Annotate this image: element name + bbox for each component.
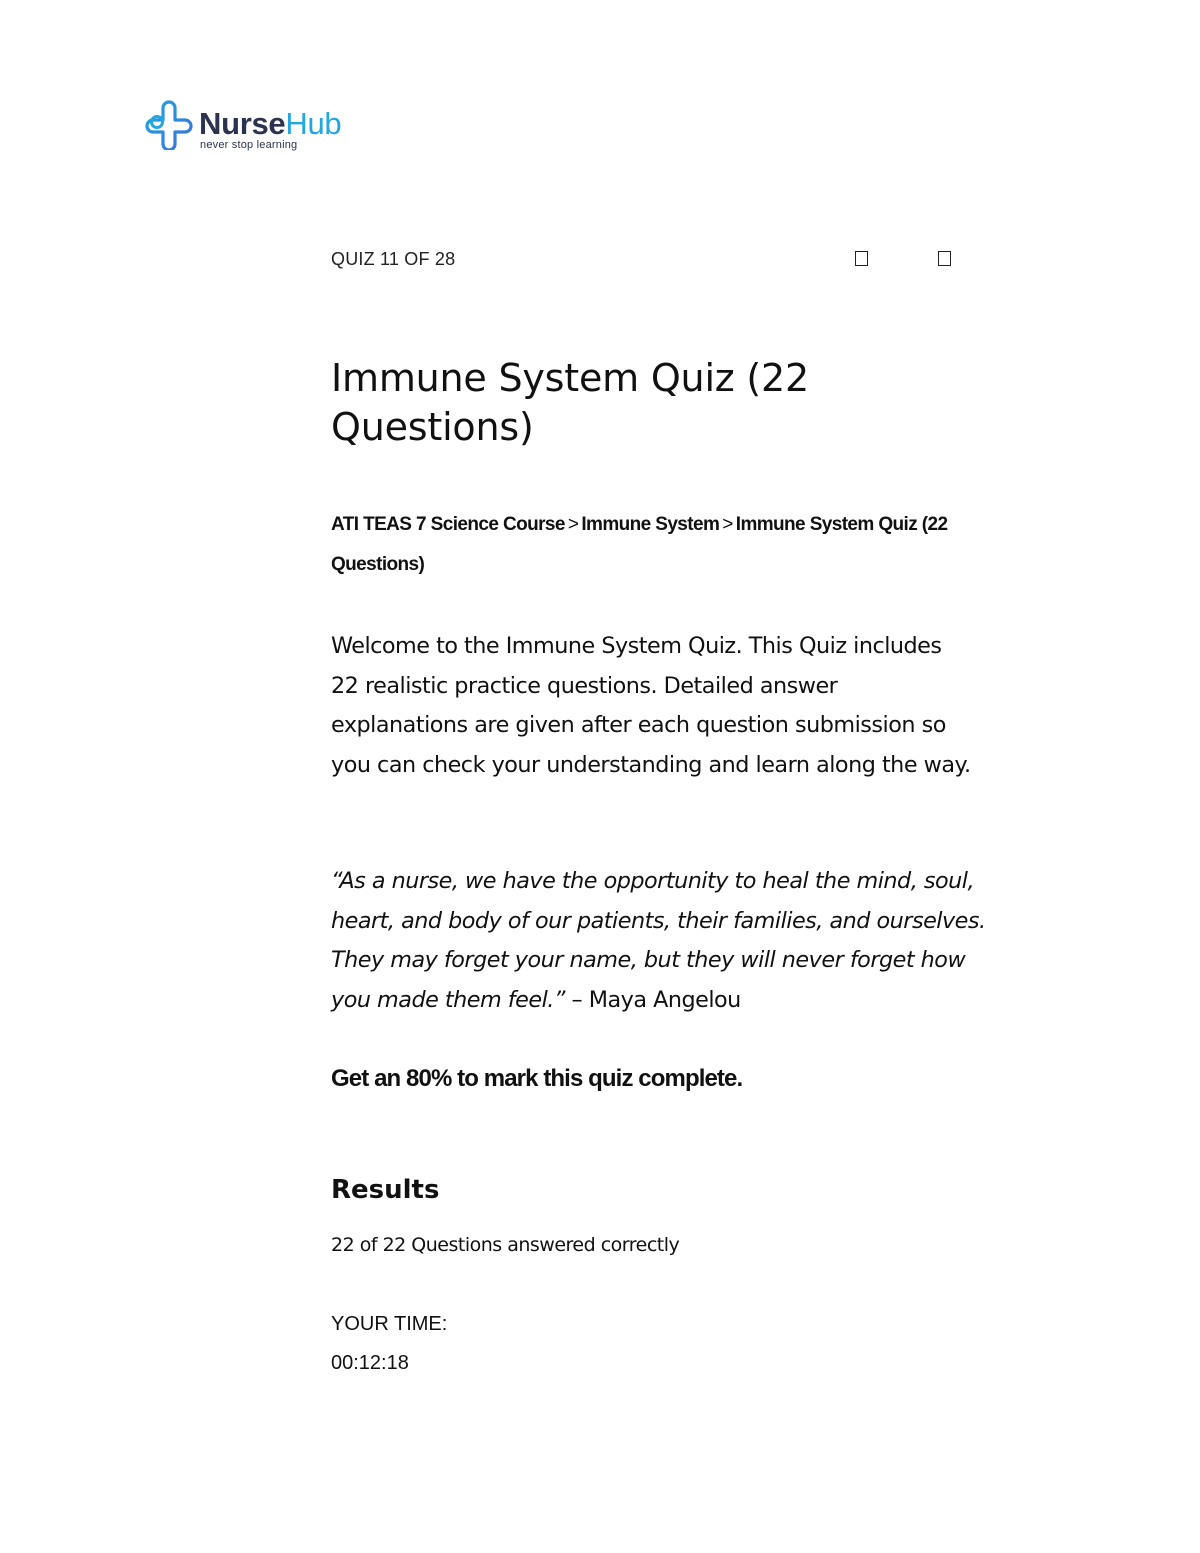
time-label: YOUR TIME: <box>331 1313 448 1335</box>
completion-requirement: Get an 80% to mark this quiz complete. <box>331 1065 743 1092</box>
previous-icon[interactable] <box>855 251 868 266</box>
brand-name <box>199 106 341 142</box>
results-heading: Results <box>331 1175 440 1205</box>
quiz-intro: Welcome to the Immune System Quiz. This Quiz includes 22 realistic practice questions. Detailed answer explanations are given after each question submission so you can check your understanding and learn along the way. <box>331 633 971 778</box>
results-score: 22 of 22 Questions answered correctly <box>331 1234 680 1256</box>
brand-tagline: never stop learning <box>200 139 298 151</box>
quote-text: “As a nurse, we have the opportunity to heal the mind, soul, heart, and body of our patients, their families, and ourselves. They may forget your name, but they will never forget how you made them feel.” <box>331 868 986 1013</box>
breadcrumb-separator: > <box>567 514 579 535</box>
brand-logo[interactable] <box>143 100 363 154</box>
brand-name-primary: Nurse <box>199 106 286 141</box>
quote <box>331 862 991 1020</box>
breadcrumb-lesson[interactable]: Immune System <box>581 514 720 535</box>
breadcrumb-quiz[interactable]: Immune System Quiz (22 Questions) <box>331 514 948 575</box>
breadcrumb <box>331 505 971 585</box>
quote-author: – Maya Angelou <box>564 986 741 1013</box>
nursehub-cross-logo-icon <box>143 100 193 150</box>
time-value: 00:12:18 <box>331 1352 409 1374</box>
brand-name-secondary: Hub <box>285 106 342 141</box>
breadcrumb-separator: > <box>722 514 733 535</box>
breadcrumb-course[interactable]: ATI TEAS 7 Science Course <box>331 514 565 535</box>
next-icon[interactable] <box>938 251 951 266</box>
quiz-counter: QUIZ 11 OF 28 <box>331 249 456 269</box>
page-title: Immune System Quiz (22 Questions) <box>331 356 810 449</box>
